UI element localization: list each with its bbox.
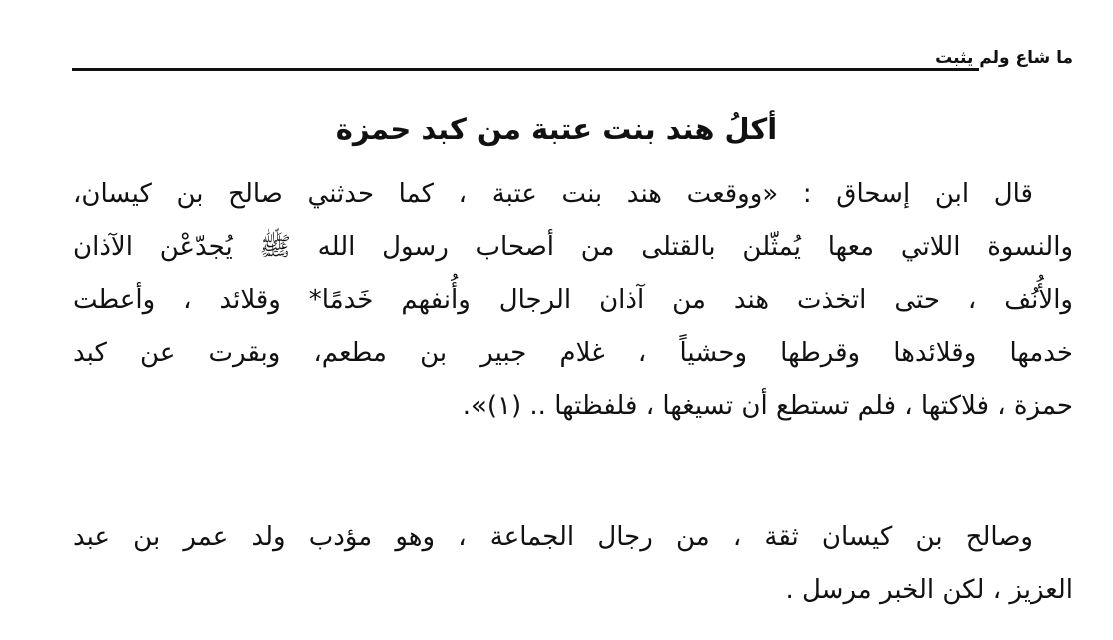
paragraph-line: والأُنُف ، حتى اتخذت هند من آذان الرجال وأُنفهم خَدمًا* وقلائد ، وأعطت xyxy=(73,285,1073,315)
paragraph-line: والنسوة اللاتي معها يُمثّلن بالقتلى من أصحاب رسول الله ﷺ يُجدّعْن الآذان xyxy=(73,232,1073,262)
paragraph-narration xyxy=(73,170,1073,470)
header-rule xyxy=(72,68,979,71)
paragraph-line: خدمها وقلائدها وقرطها وحشياً ، غلام جبير بن مطعم، وبقرت عن كبد xyxy=(73,338,1073,368)
paragraph-line: وصالح بن كيسان ثقة ، من رجال الجماعة ، وهو مؤدب ولد عمر بن عبد xyxy=(73,522,1033,552)
section-title: أكلُ هند بنت عتبة من كبد حمزة xyxy=(335,112,778,146)
running-header: ما شاع ولم يثبت xyxy=(935,48,1073,68)
paragraph-commentary xyxy=(73,513,1073,623)
paragraph-line: العزيز ، لكن الخبر مرسل . xyxy=(785,575,1073,605)
paragraph-line: حمزة ، فلاكتها ، فلم تستطع أن تسيغها ، فلفظتها .. (١)». xyxy=(462,391,1073,421)
paragraph-line: قال ابن إسحاق : «ووقعت هند بنت عتبة ، كما حدثني صالح بن كيسان، xyxy=(73,179,1033,209)
